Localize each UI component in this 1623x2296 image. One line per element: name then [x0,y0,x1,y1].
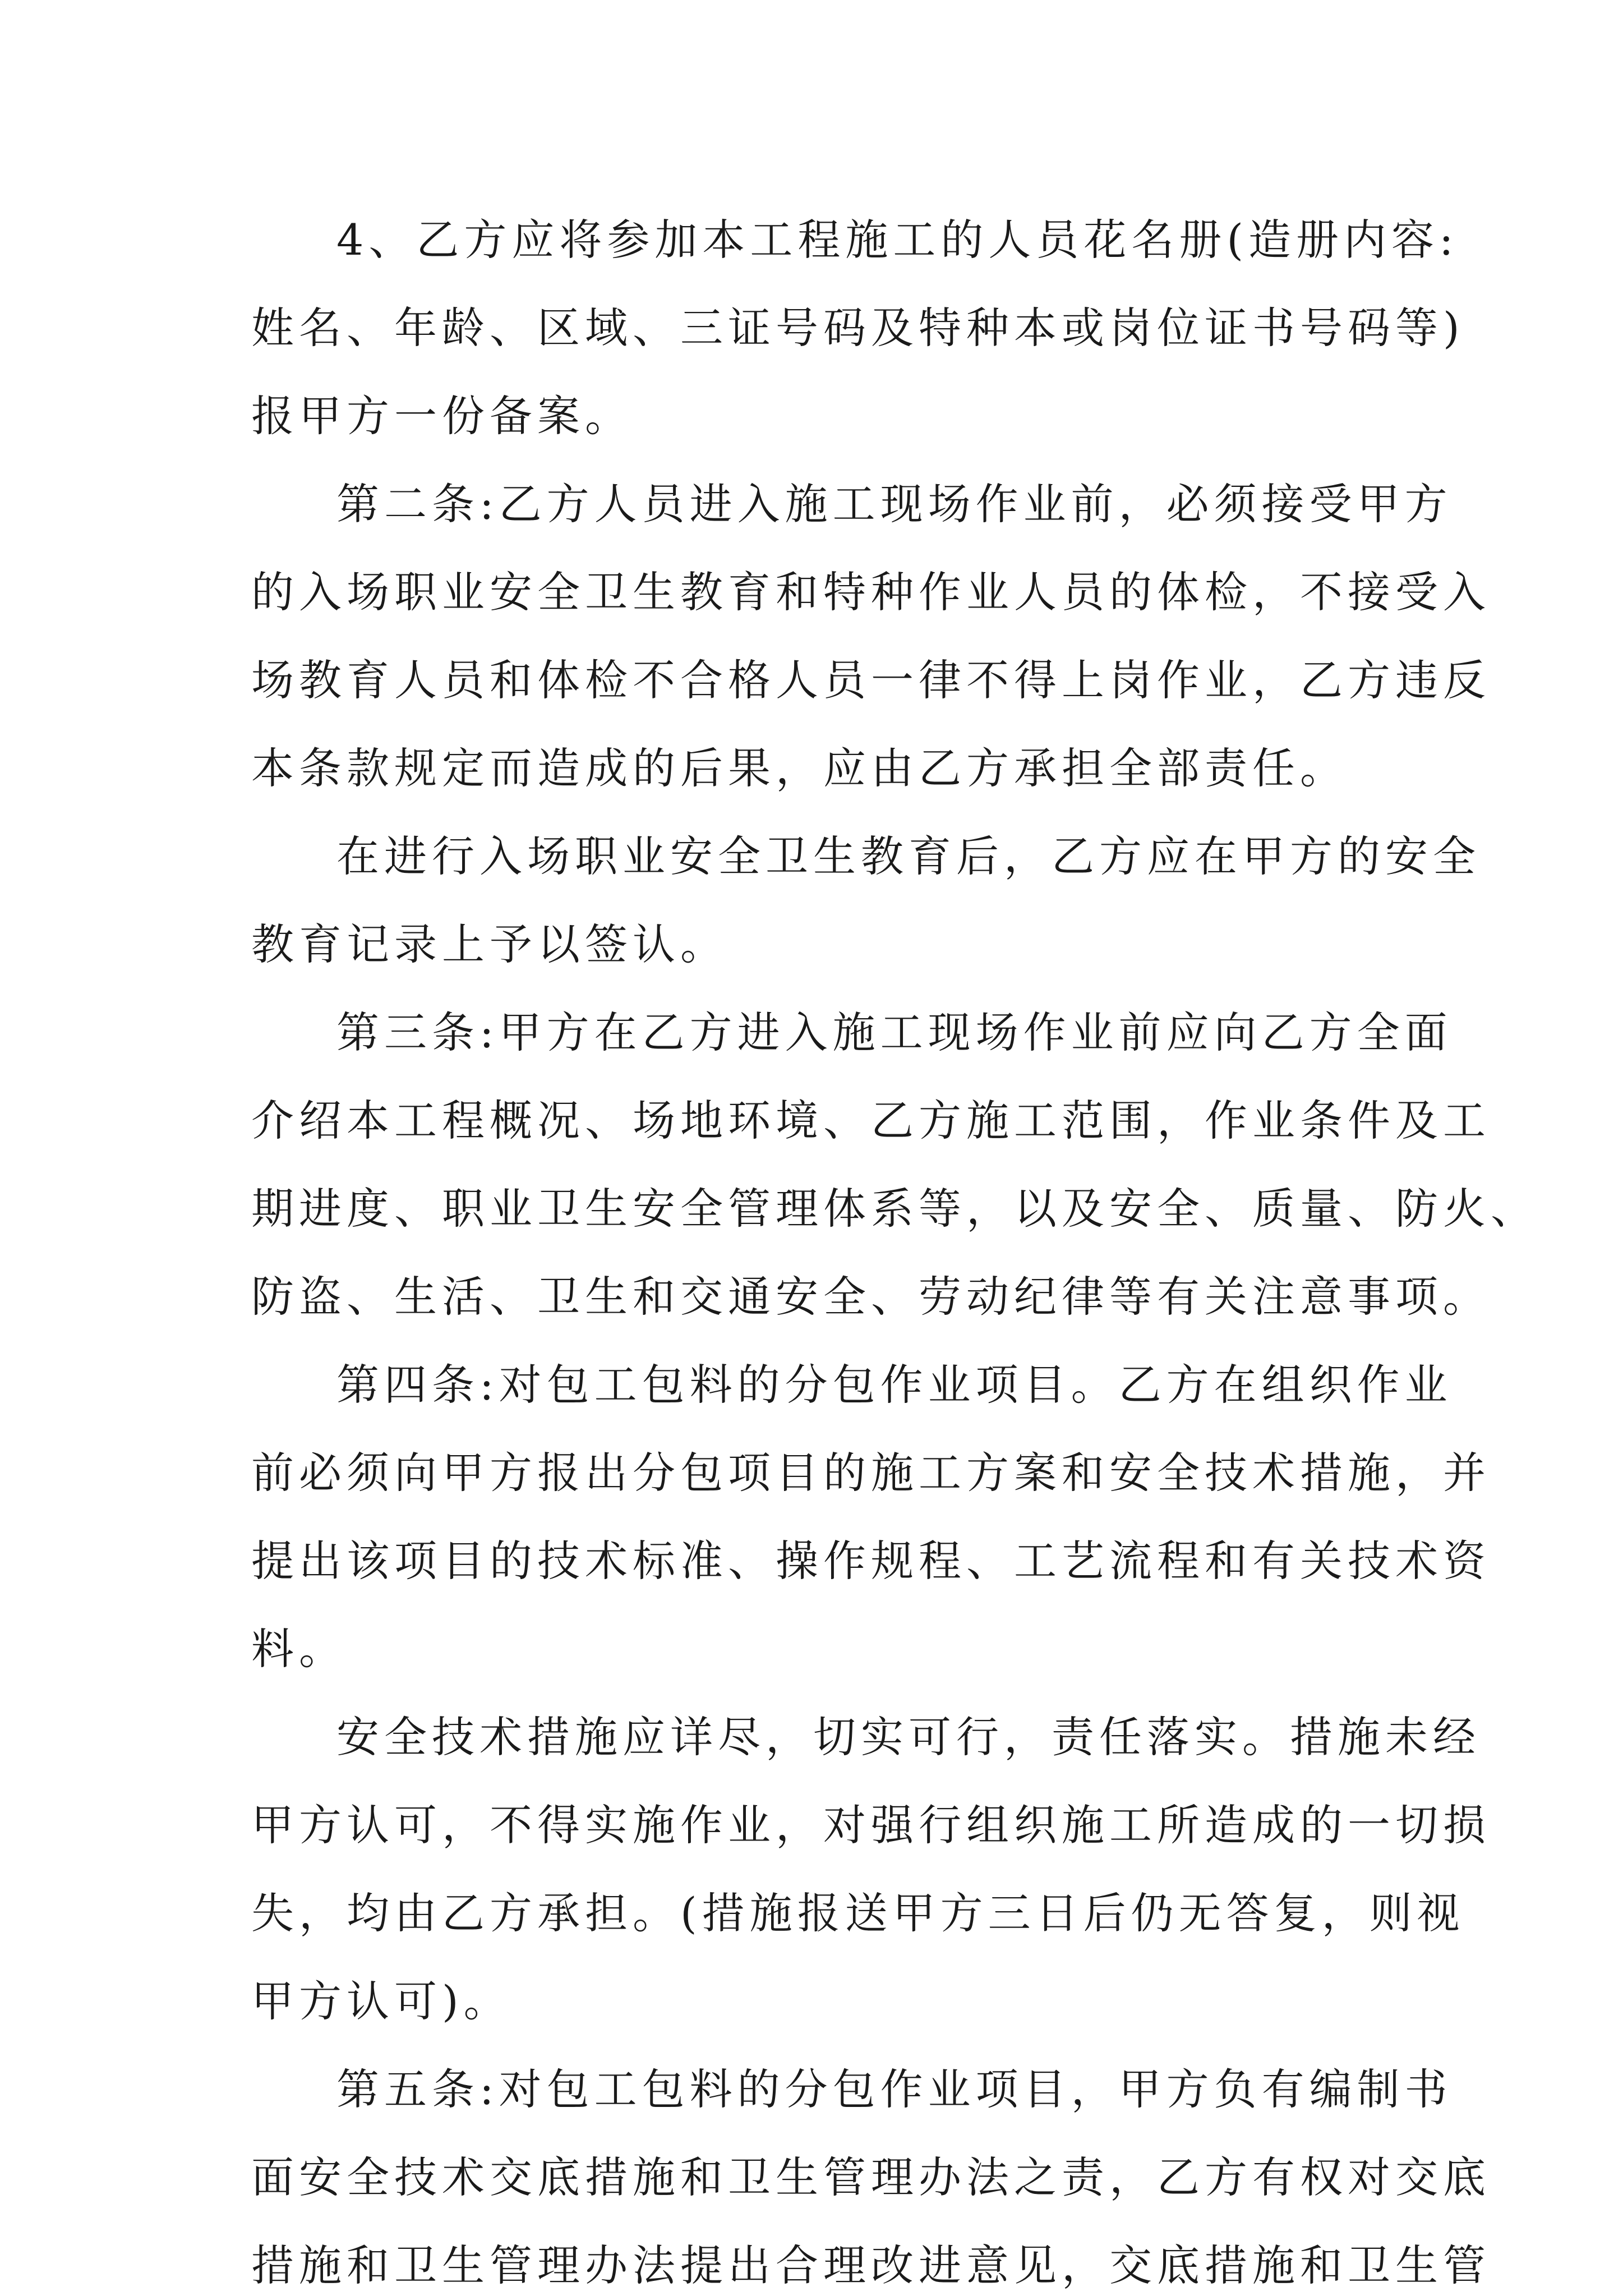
text-line: 第三条:甲方在乙方进入施工现场作业前应向乙方全面 [336,1007,1453,1057]
text-line: 第二条:乙方人员进入施工现场作业前，必须接受甲方 [336,479,1453,529]
text-line: 教育记录上予以签认。 [251,919,728,969]
text-line: 安全技术措施应详尽，切实可行，责任落实。措施未经 [336,1712,1481,1762]
text-line: 前必须向甲方报出分包项目的施工方案和安全技术措施，并 [251,1448,1491,1498]
text-line: 在进行入场职业安全卫生教育后，乙方应在甲方的安全 [336,831,1481,881]
text-line: 期进度、职业卫生安全管理体系等，以及安全、质量、防火、 [251,1184,1538,1234]
text-line: 失，均由乙方承担。(措施报送甲方三日后仍无答复，则视 [251,1888,1465,1938]
text-line: 姓名、年龄、区域、三证号码及特种本或岗位证书号码等) [251,303,1465,353]
text-line: 本条款规定而造成的后果，应由乙方承担全部责任。 [251,743,1348,793]
text-line: 第四条:对包工包料的分包作业项目。乙方在组织作业 [336,1360,1453,1410]
text-line: 防盗、生活、卫生和交通安全、劳动纪律等有关注意事项。 [251,1272,1491,1322]
text-line: 报甲方一份备案。 [251,391,633,441]
text-line: 面安全技术交底措施和卫生管理办法之责，乙方有权对交底 [251,2152,1491,2202]
text-line: 第五条:对包工包料的分包作业项目，甲方负有编制书 [336,2064,1453,2114]
text-line: 的入场职业安全卫生教育和特种作业人员的体检，不接受入 [251,567,1491,617]
text-line: 措施和卫生管理办法提出合理改进意见，交底措施和卫生管 [251,2240,1491,2290]
text-line: 甲方认可)。 [251,1976,511,2026]
text-line: 甲方认可，不得实施作业，对强行组织施工所造成的一切损 [251,1800,1491,1850]
text-line: 场教育人员和体检不合格人员一律不得上岗作业，乙方违反 [251,655,1491,705]
text-line: 4、乙方应将参加本工程施工的人员花名册(造册内容: [336,215,1459,265]
text-line: 介绍本工程概况、场地环境、乙方施工范围，作业条件及工 [251,1096,1491,1145]
text-line: 料。 [251,1624,347,1674]
text-line: 提出该项目的技术标准、操作规程、工艺流程和有关技术资 [251,1536,1491,1586]
